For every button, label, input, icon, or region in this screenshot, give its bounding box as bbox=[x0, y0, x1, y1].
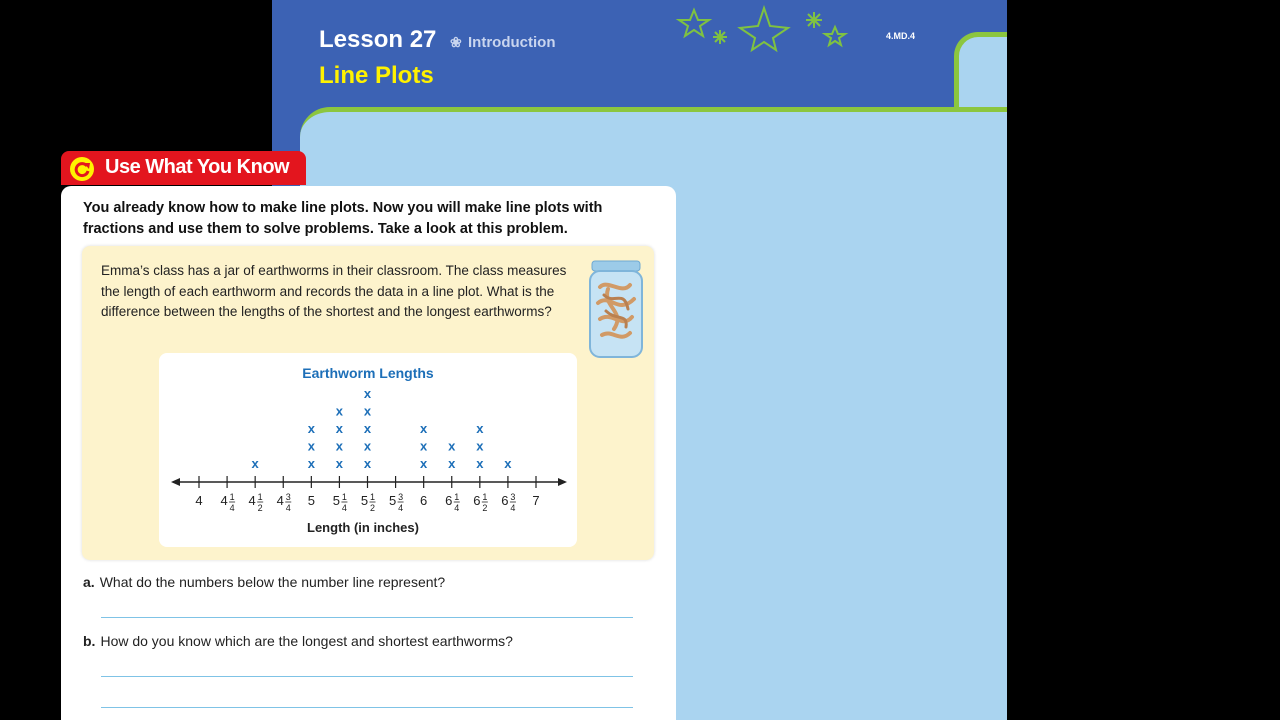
tick-whole: 6 bbox=[501, 493, 509, 508]
data-mark-x: x bbox=[363, 438, 372, 454]
question-letter: b. bbox=[83, 633, 96, 649]
tick-numerator: 1 bbox=[454, 492, 460, 502]
question-b bbox=[83, 633, 513, 649]
data-mark-x: x bbox=[448, 438, 456, 454]
question-letter: a. bbox=[83, 574, 95, 590]
question-text: What do the numbers below the number line represent? bbox=[99, 574, 446, 590]
tick-whole: 4 bbox=[220, 493, 228, 508]
tick-label bbox=[389, 492, 404, 513]
section-text: Introduction bbox=[468, 34, 556, 51]
data-mark-x: x bbox=[307, 421, 315, 436]
data-mark-x: x bbox=[448, 456, 456, 471]
tick-denominator: 2 bbox=[257, 503, 263, 513]
data-mark-x: x bbox=[335, 421, 344, 436]
answer-line[interactable] bbox=[101, 676, 633, 677]
answer-line[interactable] bbox=[101, 707, 633, 708]
tick-denominator: 4 bbox=[510, 503, 516, 513]
number-line bbox=[171, 476, 567, 488]
data-mark-x: x bbox=[335, 456, 344, 471]
data-mark-x: x bbox=[307, 438, 315, 454]
lesson-title: Line Plots bbox=[319, 62, 434, 89]
tick-denominator: 4 bbox=[454, 503, 460, 513]
tick-denominator: 4 bbox=[341, 503, 347, 513]
tick-numerator: 1 bbox=[482, 492, 488, 502]
data-marks bbox=[252, 386, 513, 471]
paw-icon: ❀ bbox=[450, 34, 462, 50]
tick-label bbox=[333, 492, 348, 513]
data-mark-x: x bbox=[420, 438, 428, 454]
tick-label bbox=[361, 492, 376, 513]
use-what-you-know-banner bbox=[61, 151, 306, 185]
tick-whole: 5 bbox=[360, 493, 369, 508]
tick-label bbox=[195, 493, 202, 508]
tick-label bbox=[277, 492, 292, 513]
tick-label bbox=[308, 493, 315, 508]
stars-decoration bbox=[672, 0, 872, 55]
left-arrow-icon bbox=[171, 478, 180, 486]
tick-whole: 5 bbox=[332, 493, 341, 508]
data-mark-x: x bbox=[363, 403, 372, 419]
tick-labels bbox=[195, 492, 539, 513]
data-mark-x: x bbox=[251, 456, 259, 471]
earthworm-line-plot bbox=[159, 353, 577, 547]
tick-denominator: 4 bbox=[398, 503, 404, 513]
data-mark-x: x bbox=[363, 456, 372, 471]
tick-numerator: 3 bbox=[398, 492, 404, 502]
tick-whole: 5 bbox=[388, 493, 397, 508]
data-mark-x: x bbox=[420, 421, 428, 436]
data-mark-x: x bbox=[476, 456, 484, 471]
tick-denominator: 4 bbox=[285, 503, 291, 513]
tick-whole: 4 bbox=[248, 493, 256, 508]
tick-whole: 6 bbox=[473, 493, 481, 508]
tick-label bbox=[445, 492, 460, 513]
tick-label bbox=[249, 492, 264, 513]
lesson-number: Lesson 27 bbox=[319, 26, 437, 53]
section-label bbox=[450, 34, 555, 51]
intro-paragraph: You already know how to make line plots. Now you will make line plots with fractions and use them to solve problems. Take a look at this problem. bbox=[83, 200, 603, 237]
data-mark-x: x bbox=[476, 421, 484, 436]
tick-numerator: 1 bbox=[341, 492, 347, 502]
right-arrow-icon bbox=[558, 478, 567, 486]
question-text: How do you know which are the longest and shortest earthworms? bbox=[100, 633, 513, 649]
tick-denominator: 2 bbox=[482, 503, 488, 513]
data-mark-x: x bbox=[363, 386, 372, 401]
tick-numerator: 1 bbox=[257, 492, 263, 502]
tick-denominator: 4 bbox=[229, 503, 235, 513]
data-mark-x: x bbox=[335, 403, 344, 419]
tick-label bbox=[473, 492, 488, 513]
tick-whole: 6 bbox=[445, 493, 453, 508]
tick-numerator: 1 bbox=[369, 492, 376, 502]
problem-text: Emma’s class has a jar of earthworms in their classroom. The class measures the length of each earthworm and records the data in a line plot. What is the difference between the lengths of the shortest and the longest earthworms? bbox=[101, 263, 567, 319]
answer-line[interactable] bbox=[101, 617, 633, 618]
tick-numerator: 1 bbox=[229, 492, 235, 502]
banner-label: Use What You Know bbox=[105, 156, 290, 178]
tick-denominator: 2 bbox=[369, 503, 376, 513]
data-mark-x: x bbox=[307, 456, 315, 471]
tick-whole: 4 bbox=[195, 493, 203, 508]
plot-title: Earthworm Lengths bbox=[302, 365, 434, 381]
question-a bbox=[83, 574, 445, 590]
standard-code: 4.MD.4 bbox=[886, 31, 916, 41]
tick-label bbox=[420, 493, 427, 508]
data-mark-x: x bbox=[504, 456, 512, 471]
tick-numerator: 3 bbox=[285, 492, 291, 502]
tick-numerator: 3 bbox=[510, 492, 516, 502]
refresh-arrow-icon bbox=[70, 157, 94, 181]
data-mark-x: x bbox=[335, 438, 344, 454]
data-mark-x: x bbox=[476, 438, 484, 454]
tick-label bbox=[220, 492, 235, 513]
tick-whole: 6 bbox=[420, 493, 428, 508]
x-axis-label: Length (in inches) bbox=[307, 520, 419, 535]
tick-label bbox=[532, 493, 539, 508]
tick-label bbox=[501, 492, 516, 513]
data-mark-x: x bbox=[420, 456, 428, 471]
earthworm-jar-image bbox=[588, 259, 644, 359]
tick-whole: 7 bbox=[532, 493, 540, 508]
tick-whole: 4 bbox=[276, 493, 284, 508]
tick-whole: 5 bbox=[307, 493, 315, 508]
data-mark-x: x bbox=[363, 421, 372, 436]
